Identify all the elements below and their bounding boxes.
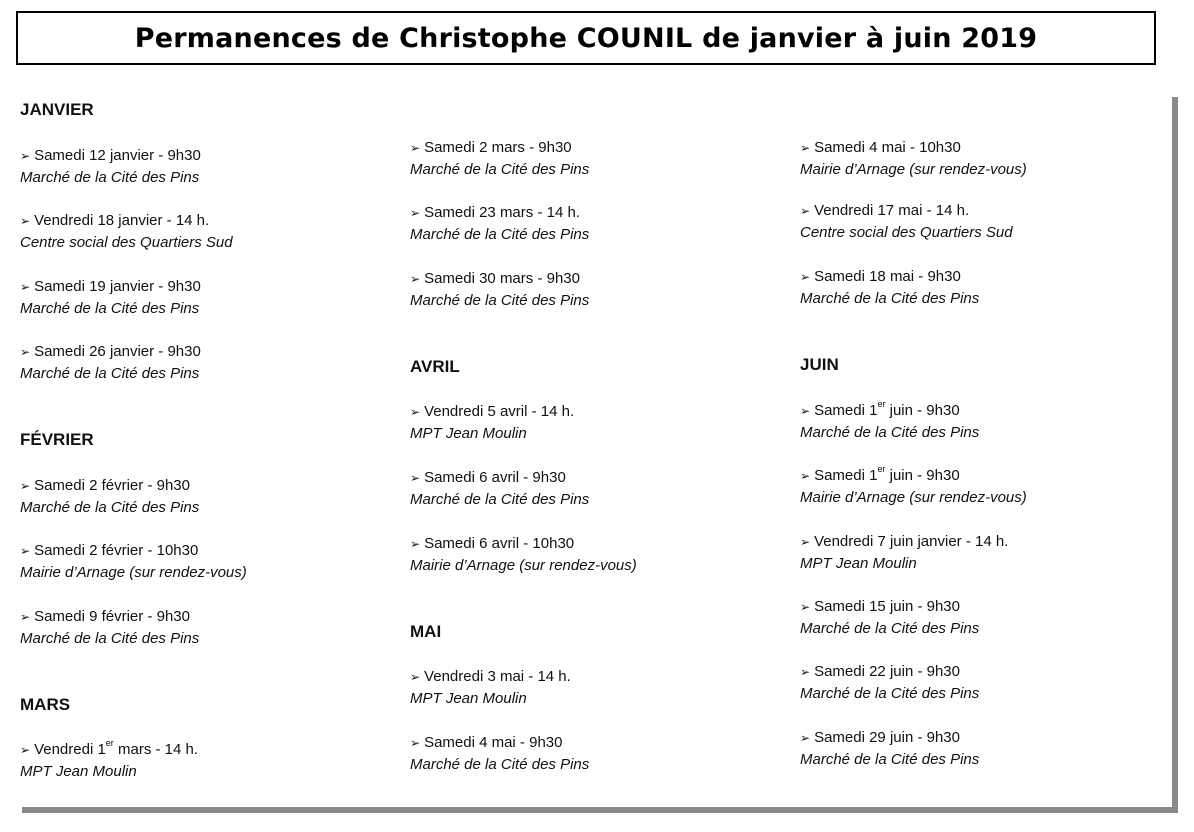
entry-date — [410, 401, 574, 423]
entry-place: MPT Jean Moulin — [410, 425, 527, 442]
month-heading: FÉVRIER — [20, 430, 94, 449]
entry-date-text: Samedi 4 mai - 10h30 — [814, 139, 961, 156]
entry-date-text: Samedi 9 février - 9h30 — [34, 608, 190, 625]
entry-place: Marché de la Cité des Pins — [800, 685, 980, 702]
document-title: Permanences de Christophe COUNIL de janvier à juin 2019 — [134, 22, 1038, 54]
arrow-bullet-icon: ➢ — [800, 469, 811, 483]
arrow-bullet-icon: ➢ — [800, 404, 811, 418]
entry-date — [410, 732, 589, 754]
entry-date — [410, 202, 589, 224]
entry-date — [20, 341, 201, 363]
schedule-entry — [800, 661, 979, 705]
entry-date — [410, 533, 637, 555]
entry-place: Marché de la Cité des Pins — [410, 292, 590, 309]
schedule-entry — [20, 276, 201, 320]
page-shadow-right — [1172, 97, 1178, 813]
schedule-entry — [410, 533, 637, 577]
entry-place: Centre social des Quartiers Sud — [20, 234, 233, 251]
entry-date-text: Samedi 1 — [814, 402, 878, 419]
month-heading: MAI — [410, 622, 442, 641]
entry-date — [20, 540, 247, 562]
schedule-entry — [800, 137, 1027, 181]
entry-date-rest: mars - 14 h. — [113, 741, 199, 758]
schedule-entry — [410, 732, 589, 776]
arrow-bullet-icon: ➢ — [20, 610, 31, 624]
entry-date-text: Samedi 22 juin - 9h30 — [814, 663, 960, 680]
entry-date-text: Vendredi 1 — [34, 741, 106, 758]
entry-place: MPT Jean Moulin — [800, 555, 917, 572]
entry-place: Marché de la Cité des Pins — [20, 365, 200, 382]
schedule-entry — [20, 475, 199, 519]
arrow-bullet-icon: ➢ — [20, 149, 31, 163]
schedule-entry — [800, 200, 1013, 244]
entry-date-text: Samedi 26 janvier - 9h30 — [34, 343, 201, 360]
schedule-entry — [410, 137, 589, 181]
schedule-entry — [800, 727, 979, 771]
entry-place: MPT Jean Moulin — [410, 690, 527, 707]
entry-date — [20, 145, 201, 167]
entry-date-text: Vendredi 18 janvier - 14 h. — [34, 212, 210, 229]
schedule-entry — [20, 606, 199, 650]
schedule-entry — [20, 341, 201, 385]
arrow-bullet-icon: ➢ — [800, 600, 811, 614]
arrow-bullet-icon: ➢ — [410, 272, 421, 286]
entry-date — [800, 596, 979, 618]
entry-place: Marché de la Cité des Pins — [410, 161, 590, 178]
entry-date — [800, 531, 1008, 553]
entry-date-text: Samedi 2 février - 10h30 — [34, 542, 199, 559]
entry-place: Marché de la Cité des Pins — [800, 620, 980, 637]
schedule-entry — [410, 401, 574, 445]
month-heading: JUIN — [800, 355, 839, 374]
arrow-bullet-icon: ➢ — [410, 537, 421, 551]
month-heading: AVRIL — [410, 357, 460, 376]
entry-place: Marché de la Cité des Pins — [410, 491, 590, 508]
entry-place: Marché de la Cité des Pins — [800, 751, 980, 768]
schedule-entry — [410, 268, 589, 312]
schedule-entry — [20, 210, 233, 254]
entry-place: Marché de la Cité des Pins — [800, 290, 980, 307]
arrow-bullet-icon: ➢ — [410, 670, 421, 684]
entry-date-text: Samedi 23 mars - 14 h. — [424, 204, 580, 221]
arrow-bullet-icon: ➢ — [410, 736, 421, 750]
entry-date — [20, 606, 199, 628]
entry-date — [410, 137, 589, 159]
arrow-bullet-icon: ➢ — [410, 141, 421, 155]
schedule-entry — [20, 145, 201, 189]
entry-date — [20, 276, 201, 298]
arrow-bullet-icon: ➢ — [800, 535, 811, 549]
entry-date-text: Samedi 4 mai - 9h30 — [424, 734, 563, 751]
arrow-bullet-icon: ➢ — [800, 665, 811, 679]
arrow-bullet-icon: ➢ — [800, 270, 811, 284]
month-heading: MARS — [20, 695, 71, 714]
entry-date-text: Samedi 6 avril - 10h30 — [424, 535, 575, 552]
entry-date — [800, 266, 979, 288]
entry-date-text: Samedi 2 février - 9h30 — [34, 477, 190, 494]
entry-place: Mairie d’Arnage (sur rendez-vous) — [800, 489, 1027, 506]
entry-place: Marché de la Cité des Pins — [800, 424, 980, 441]
arrow-bullet-icon: ➢ — [20, 544, 31, 558]
schedule-entry — [800, 531, 1008, 575]
title-box — [16, 11, 1156, 65]
entry-date — [800, 400, 979, 422]
page-shadow-bottom — [22, 807, 1178, 813]
entry-date-rest: juin - 9h30 — [885, 402, 960, 419]
arrow-bullet-icon: ➢ — [410, 206, 421, 220]
entry-date — [20, 210, 233, 232]
schedule-entry — [800, 266, 979, 310]
schedule-entry — [410, 666, 571, 710]
entry-date-text: Samedi 30 mars - 9h30 — [424, 270, 580, 287]
schedule-entry — [20, 540, 247, 584]
arrow-bullet-icon: ➢ — [410, 471, 421, 485]
entry-date-text: Vendredi 17 mai - 14 h. — [814, 202, 970, 219]
entry-date — [410, 268, 589, 290]
schedule-entry — [410, 202, 589, 246]
entry-date — [800, 200, 1013, 222]
entry-place: Marché de la Cité des Pins — [20, 630, 200, 647]
entry-date-text: Samedi 29 juin - 9h30 — [814, 729, 960, 746]
ordinal-superscript: er — [877, 464, 886, 474]
entry-place: Marché de la Cité des Pins — [20, 169, 200, 186]
entry-place: MPT Jean Moulin — [20, 763, 137, 780]
entry-place: Mairie d’Arnage (sur rendez-vous) — [20, 564, 247, 581]
arrow-bullet-icon: ➢ — [20, 280, 31, 294]
entry-date-text: Vendredi 3 mai - 14 h. — [424, 668, 571, 685]
arrow-bullet-icon: ➢ — [410, 405, 421, 419]
arrow-bullet-icon: ➢ — [800, 141, 811, 155]
entry-place: Marché de la Cité des Pins — [20, 499, 200, 516]
schedule-entry — [20, 739, 198, 783]
entry-date-text: Samedi 19 janvier - 9h30 — [34, 278, 201, 295]
entry-place: Marché de la Cité des Pins — [410, 756, 590, 773]
schedule-entry — [410, 467, 589, 511]
schedule-entry — [800, 465, 1027, 509]
entry-date — [800, 465, 1027, 487]
arrow-bullet-icon: ➢ — [20, 345, 31, 359]
entry-date-text: Samedi 2 mars - 9h30 — [424, 139, 572, 156]
arrow-bullet-icon: ➢ — [20, 743, 31, 757]
entry-place: Mairie d’Arnage (sur rendez-vous) — [410, 557, 637, 574]
schedule-entry — [800, 596, 979, 640]
entry-date — [800, 137, 1027, 159]
entry-place: Marché de la Cité des Pins — [410, 226, 590, 243]
entry-date-text: Samedi 18 mai - 9h30 — [814, 268, 961, 285]
month-heading: JANVIER — [20, 100, 94, 119]
entry-date — [800, 661, 979, 683]
entry-place: Mairie d’Arnage (sur rendez-vous) — [800, 161, 1027, 178]
entry-date — [410, 666, 571, 688]
entry-date-text: Vendredi 5 avril - 14 h. — [424, 403, 575, 420]
entry-date-text: Samedi 1 — [814, 467, 878, 484]
entry-date-text: Samedi 12 janvier - 9h30 — [34, 147, 201, 164]
ordinal-superscript: er — [877, 399, 886, 409]
entry-date-text: Samedi 6 avril - 9h30 — [424, 469, 566, 486]
arrow-bullet-icon: ➢ — [800, 204, 811, 218]
entry-date-text: Vendredi 7 juin janvier - 14 h. — [814, 533, 1009, 550]
entry-date — [20, 475, 199, 497]
entry-date-rest: juin - 9h30 — [885, 467, 960, 484]
entry-place: Marché de la Cité des Pins — [20, 300, 200, 317]
arrow-bullet-icon: ➢ — [20, 214, 31, 228]
entry-date — [800, 727, 979, 749]
arrow-bullet-icon: ➢ — [20, 479, 31, 493]
schedule-entry — [800, 400, 979, 444]
entry-date — [410, 467, 589, 489]
arrow-bullet-icon: ➢ — [800, 731, 811, 745]
ordinal-superscript: er — [105, 738, 114, 748]
entry-place: Centre social des Quartiers Sud — [800, 224, 1013, 241]
entry-date-text: Samedi 15 juin - 9h30 — [814, 598, 960, 615]
entry-date — [20, 739, 198, 761]
